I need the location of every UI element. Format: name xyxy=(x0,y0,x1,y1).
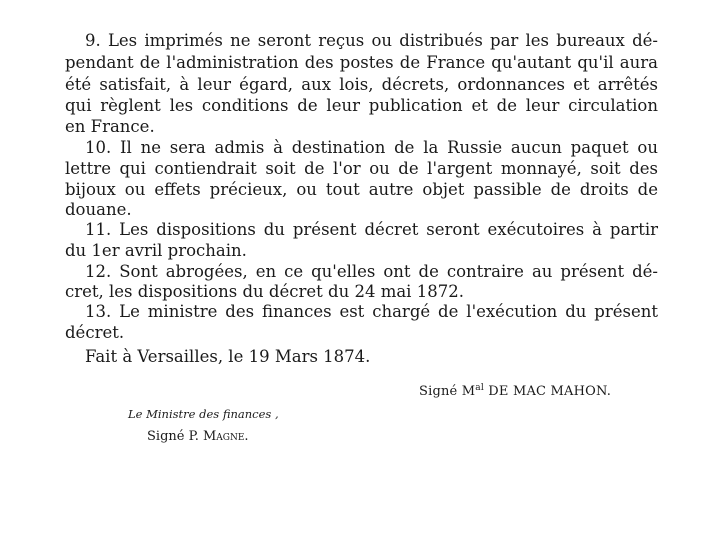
minister-signature xyxy=(147,428,249,446)
minister-title: Le Ministre des finances , xyxy=(128,407,279,421)
text-line-article-10: 10. Il ne sera admis à destination de la Russie aucun paquet ou xyxy=(85,138,658,157)
text-line: du 1er avril prochain. xyxy=(65,241,247,260)
text-line: cret, les dispositions du décret du 24 mai 1872. xyxy=(65,282,464,301)
text-line: été satisfait, à leur égard, aux lois, décrets, ordonnances et arrêtés xyxy=(65,75,658,94)
text-line: lettre qui contiendrait soit de l'or ou de l'argent monnayé, soit des xyxy=(65,159,658,178)
text-line: décret. xyxy=(65,323,125,342)
minister-signed-prefix: Signé P. xyxy=(147,429,199,444)
text-line: pendant de l'administration des postes de France qu'autant qu'il aura xyxy=(65,53,658,72)
dateline: Fait à Versailles, le 19 Mars 1874. xyxy=(85,347,371,366)
text-line-article-11: 11. Les dispositions du présent décret seront exécutoires à partir xyxy=(85,220,658,239)
president-signature xyxy=(419,378,611,402)
minister-signed-name: Magne. xyxy=(202,429,249,444)
text-line: qui règlent les conditions de leur publication et de leur circulation xyxy=(65,96,658,115)
text-line-article-9: 9. Les imprimés ne seront reçus ou distribués par les bureaux dé- xyxy=(85,31,658,50)
signature-prefix: Signé M xyxy=(419,384,476,399)
signature-name: DE MAC MAHON. xyxy=(488,384,612,399)
text-line: douane. xyxy=(65,200,132,219)
text-line: bijoux ou effets précieux, ou tout autre objet passible de droits de xyxy=(65,180,658,199)
text-line-article-13: 13. Le ministre des finances est chargé de l'exécution du présent xyxy=(85,302,658,321)
text-line-article-12: 12. Sont abrogées, en ce qu'elles ont de contraire au présent dé- xyxy=(85,262,658,281)
text-line: en France. xyxy=(65,117,155,136)
signature-superscript: al xyxy=(475,383,484,393)
